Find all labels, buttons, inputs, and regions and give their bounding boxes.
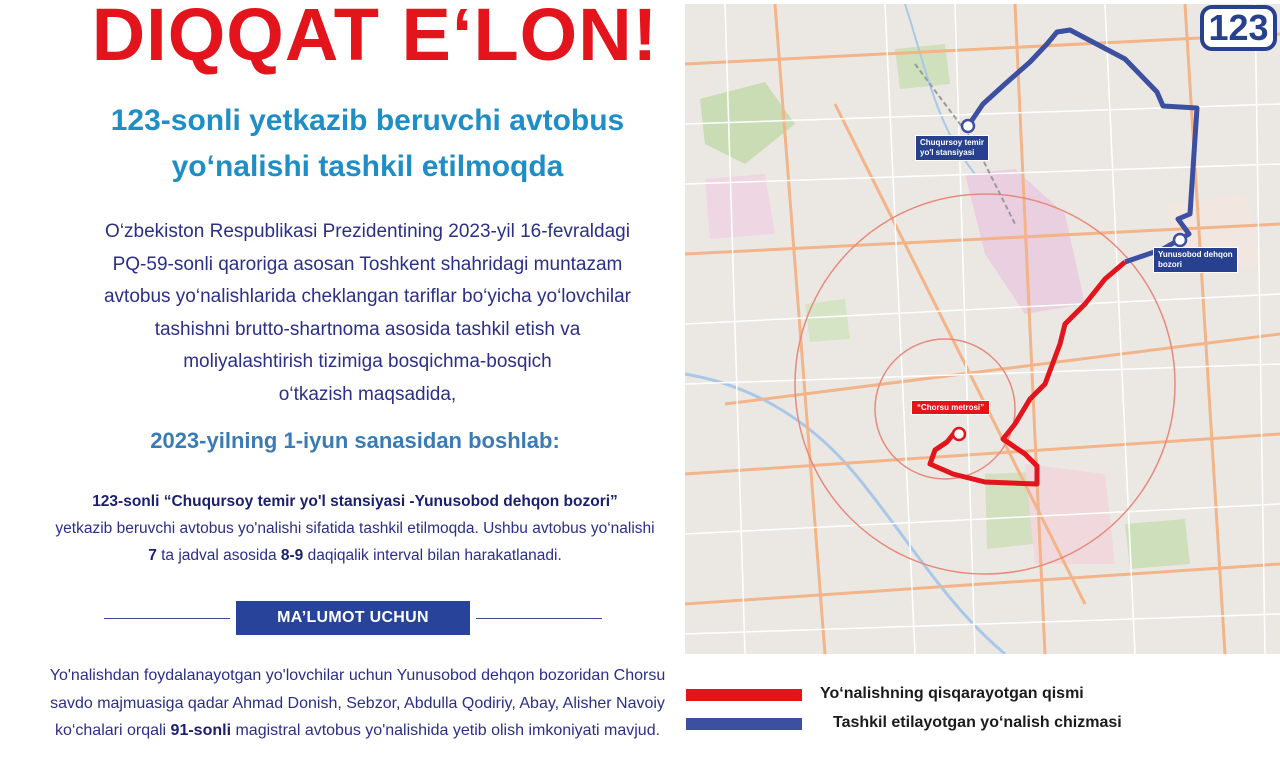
- stop-label-chuqursoy: [915, 135, 989, 161]
- route-number-label: 123-sonli: [92, 493, 160, 510]
- stop-label-line: Yunusobod dehqon: [1158, 250, 1233, 259]
- start-date-line: 2023-yilning 1-iyun sanasidan boshlab:: [150, 428, 560, 453]
- interval-value: 8-9: [280, 547, 304, 564]
- route-line-2: yetkazib beruvchi avtobus yo'nalishi sifatida tashkil etilmoqda. Ushbu avtobus yo‘nalishi: [55, 520, 655, 537]
- info-line-2: savdo majmuasiga qadar Ahmad Donish, Sebzor, Abdulla Qodiriy, Abay, Alisher Navoiy: [50, 694, 665, 712]
- district-area: [705, 174, 775, 239]
- route-91-label: 91-sonli: [170, 722, 232, 739]
- divider-right: [476, 618, 602, 619]
- stop-yunusobod-marker: [1174, 234, 1186, 246]
- info-line-3-pre: ko‘chalari orqali: [54, 722, 171, 739]
- headline-title: DIQQAT E‘LON!: [91, 0, 659, 76]
- announcement-subtitle: [0, 98, 735, 190]
- subtitle-line-2: yo‘nalishi tashkil etilmoqda: [171, 150, 564, 183]
- info-badge: MA’LUMOT UCHUN: [236, 601, 470, 635]
- stop-label-line: bozori: [1158, 260, 1182, 269]
- stop-label-yunusobod: [1153, 247, 1238, 273]
- subtitle-line-1: 123-sonli yetkazib beruvchi avtobus: [110, 104, 625, 137]
- map-graphic: [685, 4, 1280, 654]
- route-line-3: [20, 542, 690, 569]
- intro-line: PQ-59-sonli qaroriga asosan Toshkent shahridagi muntazam: [112, 253, 623, 275]
- intro-line: o‘tkazish maqsadida,: [278, 383, 457, 405]
- intro-line: avtobus yo‘nalishlarida cheklangan tariflar bo‘yicha yo‘lovchilar: [103, 286, 631, 307]
- schedule-count: 7: [148, 547, 157, 564]
- stop-chuqursoy-marker: [962, 120, 974, 132]
- legend-blue-swatch: [686, 718, 802, 730]
- interval-text: daqiqalik interval bilan harakatlanadi.: [303, 547, 562, 564]
- route-number-badge: 123: [1200, 5, 1277, 51]
- stop-label-chorsu: “Chorsu metrosi”: [911, 400, 990, 415]
- schedule-text: ta jadval asosida: [156, 547, 281, 564]
- park-area: [1125, 519, 1190, 569]
- info-line-3: [20, 717, 695, 745]
- city-map: [685, 4, 1280, 654]
- intro-line: tashishni brutto-shartnoma asosida tashkil etish va: [154, 318, 581, 340]
- route-name: “Chuqursoy temir yo'l stansiyasi -Yunusobod dehqon bozori”: [163, 493, 618, 510]
- intro-line: moliyalashtirish tizimiga bosqichma-bosqich: [183, 351, 552, 372]
- info-line-3-post: magistral avtobus yo'nalishida yetib olish imkoniyati mavjud.: [231, 722, 661, 739]
- route-line-1: [20, 488, 690, 515]
- legend-blue-label: Tashkil etilayotgan yo‘nalish chizmasi: [833, 714, 1122, 731]
- legend-red-swatch: [686, 689, 802, 701]
- intro-line: O‘zbekiston Respublikasi Prezidentining 2023-yil 16-fevraldagi: [105, 221, 630, 242]
- legend-red-label: Yo‘nalishning qisqarayotgan qismi: [820, 685, 1084, 702]
- info-line-1: Yo'nalishdan foydalanayotgan yo'lovchilar uchun Yunusobod dehqon bozoridan Chorsu: [49, 667, 666, 684]
- divider-left: [104, 618, 230, 619]
- info-paragraph: [20, 662, 695, 745]
- route-description: [20, 488, 690, 569]
- stop-label-line: yo'l stansiyasi: [920, 148, 975, 157]
- stop-chorsu-marker: [953, 428, 965, 440]
- stop-label-line: Chuqursoy temir: [920, 138, 985, 147]
- intro-paragraph: [55, 216, 680, 411]
